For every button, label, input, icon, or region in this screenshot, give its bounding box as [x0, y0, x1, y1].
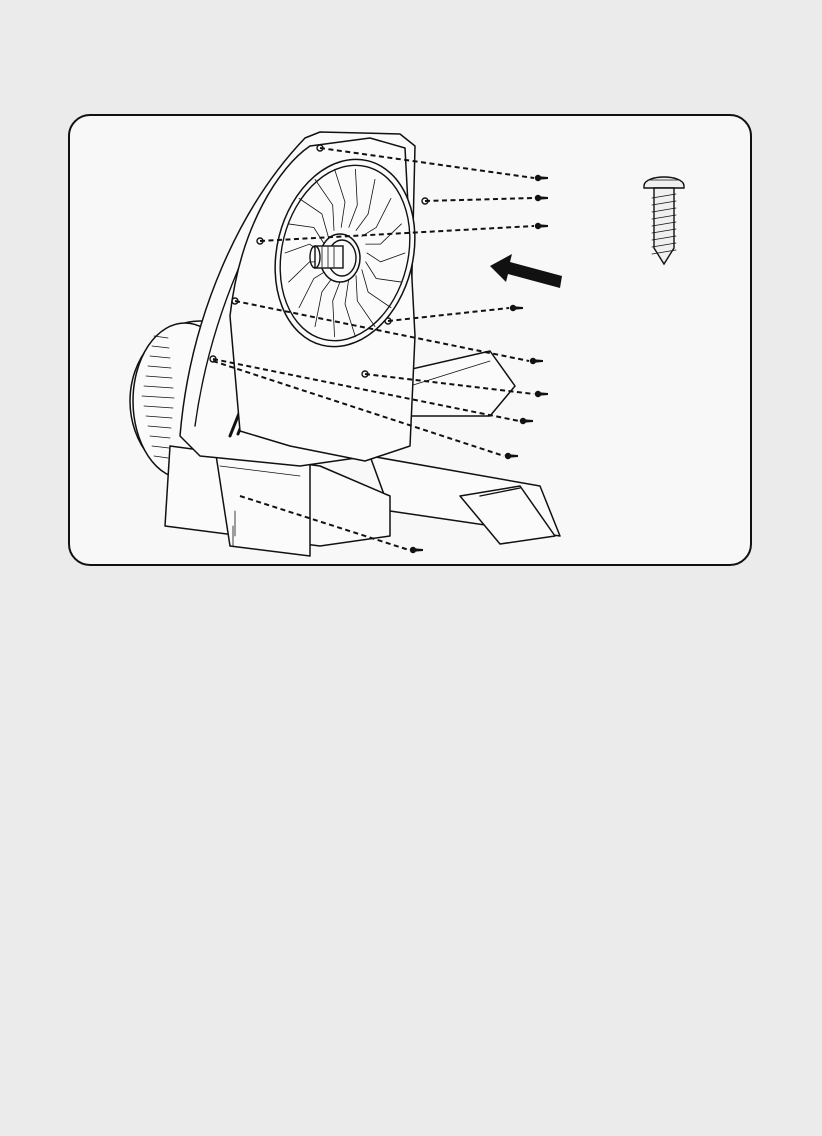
screw — [530, 358, 543, 364]
screw — [520, 418, 533, 424]
screw — [535, 391, 548, 397]
base-beam — [370, 456, 560, 544]
screw-icon — [644, 177, 684, 264]
push-arrow-icon — [490, 254, 562, 288]
screw — [535, 223, 548, 229]
screw — [505, 453, 518, 459]
screw — [510, 305, 523, 311]
screw — [410, 547, 423, 553]
screw — [535, 175, 548, 181]
screw — [535, 195, 548, 201]
assembly-diagram — [68, 114, 752, 566]
screw-guide-line — [425, 198, 534, 201]
trainer-illustration — [70, 116, 752, 566]
